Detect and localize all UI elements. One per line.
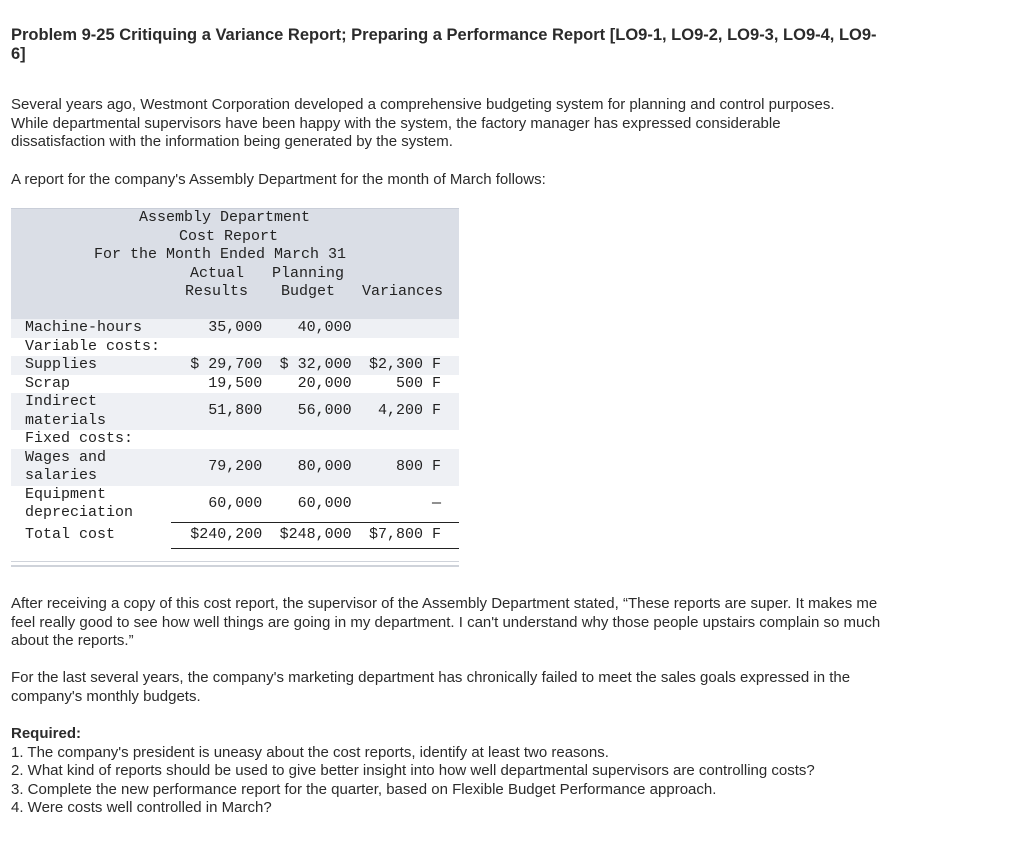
actual-value: $ 29,700 <box>171 356 262 375</box>
required-item: 4. Were costs well controlled in March? <box>11 799 272 816</box>
cost-report-table <box>11 319 459 549</box>
required-item: 3. Complete the new performance report for the quarter, based on Flexible Budget Performance approach. <box>11 780 717 798</box>
budget-value <box>262 338 351 357</box>
required-section <box>11 725 871 818</box>
actual-value: $240,200 <box>171 523 262 549</box>
row-label: Equipment depreciation <box>25 485 134 521</box>
budget-value: 56,000 <box>262 393 351 430</box>
cost-report-header <box>11 208 459 319</box>
row-label: Supplies <box>11 356 171 375</box>
table-row <box>11 393 459 430</box>
variance-value: $7,800 F <box>352 523 459 549</box>
table-row <box>11 449 459 486</box>
row-label: Variable costs: <box>25 337 161 355</box>
budget-value: $248,000 <box>262 523 351 549</box>
problem-page <box>11 26 1011 816</box>
col-header-planning-2: Budget <box>281 283 336 300</box>
variance-value: 800 F <box>352 449 459 486</box>
actual-value <box>171 338 262 357</box>
budget-value: 60,000 <box>297 494 352 512</box>
variance-value: — <box>431 494 441 512</box>
variance-value <box>352 430 459 449</box>
table-row <box>11 356 459 375</box>
actual-value: 51,800 <box>171 393 262 430</box>
report-heading-period: For the Month Ended March 31 <box>94 246 347 263</box>
col-header-planning-1: Planning <box>272 264 345 282</box>
variance-value: 500 F <box>395 374 441 392</box>
supervisor-paragraph: After receiving a copy of this cost report, the supervisor of the Assembly Department stated, “These reports are super. It makes me feel really good to see how well things are going in my department. I can't understand why those people upstairs complain so much about the reports.” <box>11 595 881 649</box>
cost-report <box>11 208 459 567</box>
table-row <box>11 486 459 523</box>
variance-value: 4,200 F <box>352 393 459 430</box>
report-bottom-rule <box>11 561 459 567</box>
budget-value <box>262 430 351 449</box>
table-row <box>11 430 459 449</box>
report-heading-department: Assembly Department <box>139 209 311 226</box>
col-header-actual-2: Results <box>185 283 249 300</box>
actual-value: 19,500 <box>208 374 263 392</box>
intro-paragraph: Several years ago, Westmont Corporation developed a comprehensive budgeting system for planning and control purposes. While departmental supervisors have been happy with the system, the factory manager has expressed considerable dissatisfaction with the information being generated by the system. <box>11 96 835 150</box>
variance-value <box>352 319 459 338</box>
required-title: Required: <box>11 725 82 742</box>
budget-value: 40,000 <box>262 319 351 338</box>
budget-value: 20,000 <box>297 374 352 392</box>
table-row <box>11 319 459 338</box>
row-label: Machine-hours <box>11 319 171 338</box>
report-intro-paragraph: A report for the company's Assembly Department for the month of March follows: <box>11 171 546 188</box>
row-label: Scrap <box>25 374 71 392</box>
col-header-variances: Variances <box>362 283 444 300</box>
required-item: 2. What kind of reports should be used to give better insight into how well departmental supervisors are controlling costs? <box>11 762 815 779</box>
row-label: Fixed costs: <box>25 430 134 447</box>
table-row <box>11 338 459 357</box>
row-label: Indirect materials <box>11 393 171 430</box>
budget-value: $ 32,000 <box>262 356 351 375</box>
required-item: 1. The company's president is uneasy about the cost reports, identify at least two reasons. <box>11 743 609 761</box>
marketing-paragraph: For the last several years, the company's marketing department has chronically failed to meet the sales goals expressed in the company's monthly budgets. <box>11 669 851 705</box>
variance-value <box>352 338 459 357</box>
actual-value: 60,000 <box>208 494 263 512</box>
problem-title: Problem 9-25 Critiquing a Variance Report; Preparing a Performance Report [LO9-1, LO9-2, LO9-3, LO9-4, LO9-6] <box>11 26 877 63</box>
table-row-total <box>11 523 459 549</box>
budget-value: 80,000 <box>262 449 351 486</box>
report-heading-title: Cost Report <box>179 227 279 245</box>
row-label: Wages and salaries <box>11 449 171 486</box>
table-row <box>11 375 459 394</box>
variance-value: $2,300 F <box>352 356 459 375</box>
actual-value <box>171 430 262 449</box>
actual-value: 35,000 <box>171 319 262 338</box>
col-header-actual-1: Actual <box>190 264 245 282</box>
actual-value: 79,200 <box>171 449 262 486</box>
row-label: Total cost <box>25 526 116 544</box>
